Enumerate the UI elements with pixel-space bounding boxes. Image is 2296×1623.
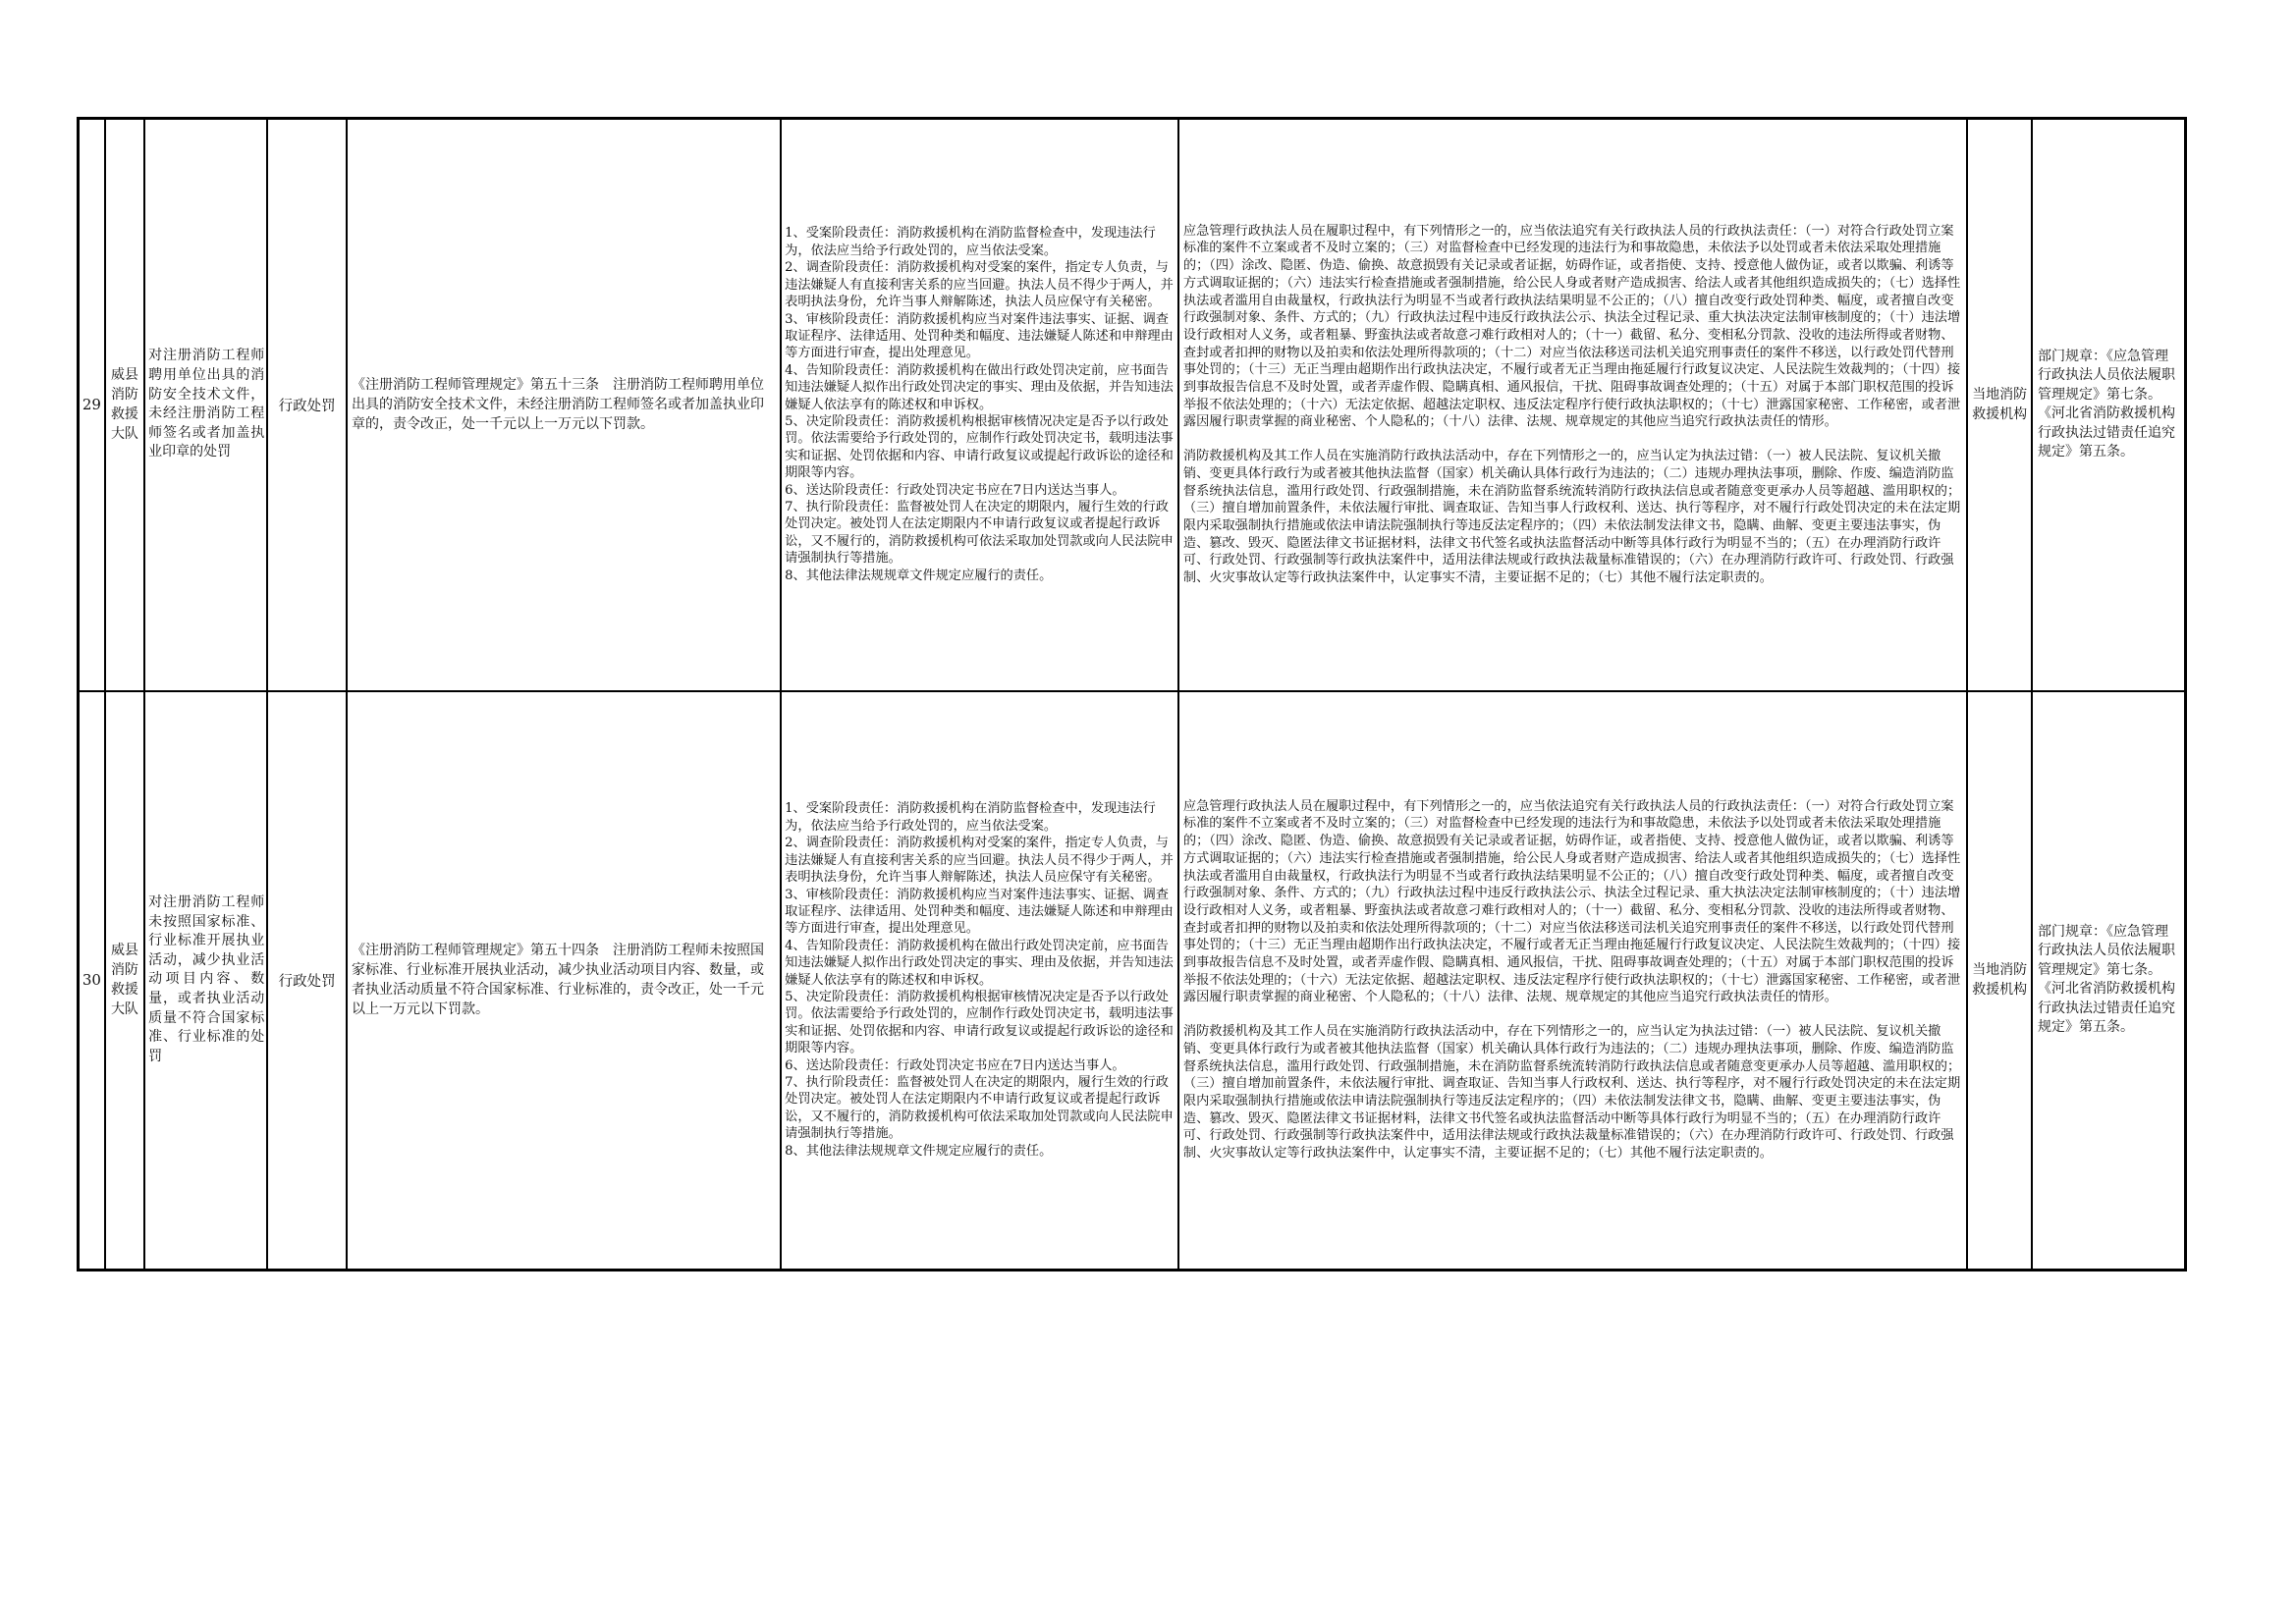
legal-basis-cell (347, 691, 781, 1271)
power-responsibility-table (77, 117, 2187, 1271)
responsibility-item: 1、受案阶段责任：消防救援机构在消防监督检查中，发现违法行为，依法应当给予行政处罚的，应当依法受案。 (785, 226, 1156, 258)
table-row (79, 119, 2186, 691)
power-type: 行政处罚 (267, 119, 347, 691)
legal-basis-cell (347, 119, 781, 691)
responsibility-item: 6、送达阶段责任：行政处罚决定书应在7日内送达当事人。 (785, 1057, 1125, 1073)
law-reference-item: 部门规章：《应急管理行政执法人员依法履职管理规定》第七条。 (2038, 348, 2175, 403)
responsibility-item: 6、送达阶段责任：行政处罚决定书应在7日内送达当事人。 (785, 482, 1125, 498)
responsibilities-cell (781, 691, 1178, 1271)
item-name-cell (144, 691, 267, 1271)
responsibility-item: 1、受案阶段责任：消防救援机构在消防监督检查中，发现违法行为，依法应当给予行政处罚的，应当依法受案。 (785, 801, 1156, 834)
table-row (79, 691, 2186, 1271)
responsibility-item: 5、决定阶段责任：消防救援机构根据审核情况决定是否予以行政处罚。依法需要给予行政处罚的，应制作行政处罚决定书，载明违法事实和证据、处罚依据和内容、申请行政复议或提起行政诉讼的途径和期限等内容。 (785, 989, 1174, 1056)
responsibility-item: 7、执行阶段责任：监督被处罚人在决定的期限内，履行生效的行政处罚决定。被处罚人在法定期限内不申请行政复议或者提起行政诉讼，又不履行的，消防救援机构可依法采取加处罚款或向人民法院申请强制执行等措施。 (785, 499, 1174, 567)
paragraph-gap (1183, 431, 1962, 448)
responsibility-item: 8、其他法律法规规章文件规定应履行的责任。 (785, 1143, 1053, 1159)
power-type: 行政处罚 (267, 691, 347, 1271)
item-name: 对注册消防工程师聘用单位出具的消防安全技术文件，未经注册消防工程师签名或者加盖执业印章的处罚 (148, 348, 265, 460)
accountability-body: 当地消防救援机构 (1967, 691, 2032, 1271)
accountability-paragraph: 消防救援机构及其工作人员在实施消防行政执法活动中，存在下列情形之一的，应当认定为执法过错：（一）被人民法院、复议机关撤销、变更具体行政行为或者被其他执法监督（国家）机关确认具体行政行为违法的；（二）违规办理执法事项，删除、作废、编造消防监督系统执法信息，滥用行政处罚、行政强制措施，未在消防监督系统流转消防行政执法信息或者随意变更承办人员等超越、滥用职权的；（三）擅自增加前置条件，未依法履行审批、调查取证、告知当事人行政权利、送达、执行等程序，对不履行行政处罚决定的未在法定期限内采取强制执行措施或依法申请法院强制执行等违反法定程序的；（四）未依法制发法律文书，隐瞒、曲解、变更主要违法事实，伪造、篡改、毁灭、隐匿法律文书证据材料，法律文书代签名或执法监督活动中断等具体行政行为明显不当的；（五）在办理消防行政许可、行政处罚、行政强制等行政执法案件中，适用法律法规或行政执法裁量标准错误的；（六）在办理消防行政许可、行政处罚、行政强制、火灾事故认定等行政执法案件中，认定事实不清，主要证据不足的；（七）其他不履行法定职责的。 (1182, 1024, 1961, 1162)
accountability-body: 当地消防救援机构 (1967, 119, 2032, 691)
responsibility-list (782, 800, 1177, 1160)
accountability-paragraph: 消防救援机构及其工作人员在实施消防行政执法活动中，存在下列情形之一的，应当认定为执法过错：（一）被人民法院、复议机关撤销、变更具体行政行为或者被其他执法监督（国家）机关确认具体行政行为违法的；（二）违规办理执法事项，删除、作废、编造消防监督系统执法信息，滥用行政处罚、行政强制措施，未在消防监督系统流转消防行政执法信息或者随意变更承办人员等超越、滥用职权的；（三）擅自增加前置条件，未依法履行审批、调查取证、告知当事人行政权利、送达、执行等程序，对不履行行政处罚决定的未在法定期限内采取强制执行措施或依法申请法院强制执行等违反法定程序的；（四）未依法制发法律文书，隐瞒、曲解、变更主要违法事实，伪造、篡改、毁灭、隐匿法律文书证据材料，法律文书代签名或执法监督活动中断等具体行政行为明显不当的；（五）在办理消防行政许可、行政处罚、行政强制等行政执法案件中，适用法律法规或行政执法裁量标准错误的；（六）在办理消防行政许可、行政处罚、行政强制、火灾事故认定等行政执法案件中，认定事实不清，主要证据不足的；（七）其他不履行法定职责的。 (1182, 449, 1961, 586)
implementing-agency: 威县消防救援大队 (105, 691, 144, 1271)
law-reference (2033, 923, 2184, 1038)
law-reference-item: 部门规章：《应急管理行政执法人员依法履职管理规定》第七条。 (2038, 923, 2175, 978)
responsibilities-cell (781, 119, 1178, 691)
paragraph-gap (1183, 1006, 1962, 1023)
law-reference-item: 《河北省消防救援机构行政执法过错责任追究规定》第五条。 (2038, 406, 2175, 460)
item-name: 对注册消防工程师未按照国家标准、行业标准开展执业活动，减少执业活动项目内容、数量，或者执业活动质量不符合国家标准、行业标准的处罚 (148, 894, 265, 1064)
row-number: 29 (79, 119, 105, 691)
accountability-cell (1178, 691, 1967, 1271)
responsibility-list (782, 225, 1177, 584)
accountability-cell (1178, 119, 1967, 691)
responsibility-item: 4、告知阶段责任：消防救援机构在做出行政处罚决定前，应书面告知违法嫌疑人拟作出行政处罚决定的事实、理由及依据，并告知违法嫌疑人依法享有的陈述权和申诉权。 (785, 362, 1174, 412)
law-reference-cell (2032, 119, 2186, 691)
responsibility-item: 5、决定阶段责任：消防救援机构根据审核情况决定是否予以行政处罚。依法需要给予行政处罚的，应制作行政处罚决定书，载明违法事实和证据、处罚依据和内容、申请行政复议或提起行政诉讼的途径和期限等内容。 (785, 413, 1174, 481)
row-number: 30 (79, 691, 105, 1271)
item-name-cell (144, 119, 267, 691)
accountability-text (1179, 798, 1966, 1163)
legal-basis: 《注册消防工程师管理规定》第五十四条 注册消防工程师未按照国家标准、行业标准开展执业活动，减少执业活动项目内容、数量，或者执业活动质量不符合国家标准、行业标准的，责令改正，处一千元以上一万元以下罚款。 (352, 943, 765, 1018)
implementing-agency: 威县消防救援大队 (105, 119, 144, 691)
law-reference-cell (2032, 691, 2186, 1271)
responsibility-item: 2、调查阶段责任：消防救援机构对受案的案件，指定专人负责，与违法嫌疑人有直接利害关系的应当回避。执法人员不得少于两人，并表明执法身份，允许当事人辩解陈述，执法人员应保守有关秘密。 (785, 260, 1174, 310)
responsibility-item: 4、告知阶段责任：消防救援机构在做出行政处罚决定前，应书面告知违法嫌疑人拟作出行政处罚决定的事实、理由及依据，并告知违法嫌疑人依法享有的陈述权和申诉权。 (785, 938, 1174, 988)
responsibility-item: 3、审核阶段责任：消防救援机构应当对案件违法事实、证据、调查取证程序、法律适用、处罚种类和幅度、违法嫌疑人陈述和申辩理由等方面进行审查，提出处理意见。 (785, 311, 1174, 361)
accountability-paragraph: 应急管理行政执法人员在履职过程中，有下列情形之一的，应当依法追究有关行政执法人员的行政执法责任：（一）对符合行政处罚立案标准的案件不立案或者不及时立案的；（三）对监督检查中已经发现的违法行为和事故隐患，未依法予以处罚或者未依法采取处理措施的；（四）涂改、隐匿、伪造、偷换、故意损毁有关记录或者证据，妨碍作证，或者指使、支持、授意他人做伪证，或者以欺骗、利诱等方式调取证据的；（六）违法实行检查措施或者强制措施，给公民人身或者财产造成损害、给法人或者其他组织造成损失的；（七）选择性执法或者滥用自由裁量权，行政执法行为明显不当或者行政执法结果明显不公正的；（八）擅自改变行政处罚种类、幅度，或者擅自改变行政强制对象、条件、方式的；（九）行政执法过程中违反行政执法公示、执法全过程记录、重大执法决定法制审核制度的；（十）违法增设行政相对人义务，或者粗暴、野蛮执法或者故意刁难行政相对人的；（十一）截留、私分、变相私分罚款、没收的违法所得或者财物、查封或者扣押的财物以及拍卖和依法处理所得款项的；（十二）对应当依法移送司法机关追究刑事责任的案件不移送，以行政处罚代替刑事处罚的；（十三）无正当理由超期作出行政执法决定，不履行或者无正当理由拖延履行行政复议决定、人民法院生效裁判的；（十四）接到事故报告信息不及时处置，或者弄虚作假、隐瞒真相、通风报信，干扰、阻碍事故调查处理的；（十五）对属于本部门职权范围的投诉举报不依法处理的；（十六）无法定依据、超越法定职权、违反法定程序行使行政执法职权的；（十七）泄露国家秘密、工作秘密，或者泄露因履行职责掌握的商业秘密、个人隐私的；（十八）法律、法规、规章规定的其他应当追究行政执法责任的情形。 (1182, 798, 1961, 1005)
responsibility-item: 3、审核阶段责任：消防救援机构应当对案件违法事实、证据、调查取证程序、法律适用、处罚种类和幅度、违法嫌疑人陈述和申辩理由等方面进行审查，提出处理意见。 (785, 887, 1174, 937)
responsibility-item: 8、其他法律法规规章文件规定应履行的责任。 (785, 568, 1053, 583)
accountability-text (1179, 223, 1966, 587)
accountability-paragraph: 应急管理行政执法人员在履职过程中，有下列情形之一的，应当依法追究有关行政执法人员的行政执法责任：（一）对符合行政处罚立案标准的案件不立案或者不及时立案的；（三）对监督检查中已经发现的违法行为和事故隐患，未依法予以处罚或者未依法采取处理措施的；（四）涂改、隐匿、伪造、偷换、故意损毁有关记录或者证据，妨碍作证，或者指使、支持、授意他人做伪证，或者以欺骗、利诱等方式调取证据的；（六）违法实行检查措施或者强制措施，给公民人身或者财产造成损害、给法人或者其他组织造成损失的；（七）选择性执法或者滥用自由裁量权，行政执法行为明显不当或者行政执法结果明显不公正的；（八）擅自改变行政处罚种类、幅度，或者擅自改变行政强制对象、条件、方式的；（九）行政执法过程中违反行政执法公示、执法全过程记录、重大执法决定法制审核制度的；（十）违法增设行政相对人义务，或者粗暴、野蛮执法或者故意刁难行政相对人的；（十一）截留、私分、变相私分罚款、没收的违法所得或者财物、查封或者扣押的财物以及拍卖和依法处理所得款项的；（十二）对应当依法移送司法机关追究刑事责任的案件不移送，以行政处罚代替刑事处罚的；（十三）无正当理由超期作出行政执法决定，不履行或者无正当理由拖延履行行政复议决定、人民法院生效裁判的；（十四）接到事故报告信息不及时处置，或者弄虚作假、隐瞒真相、通风报信，干扰、阻碍事故调查处理的；（十五）对属于本部门职权范围的投诉举报不依法处理的；（十六）无法定依据、超越法定职权、违反法定程序行使行政执法职权的；（十七）泄露国家秘密、工作秘密，或者泄露因履行职责掌握的商业秘密、个人隐私的；（十八）法律、法规、规章规定的其他应当追究行政执法责任的情形。 (1182, 223, 1961, 430)
law-reference-item: 《河北省消防救援机构行政执法过错责任追究规定》第五条。 (2038, 981, 2175, 1036)
legal-basis: 《注册消防工程师管理规定》第五十三条 注册消防工程师聘用单位出具的消防安全技术文件，未经注册消防工程师签名或者加盖执业印章的，责令改正，处一千元以上一万元以下罚款。 (352, 377, 765, 433)
responsibility-item: 2、调查阶段责任：消防救援机构对受案的案件，指定专人负责，与违法嫌疑人有直接利害关系的应当回避。执法人员不得少于两人，并表明执法身份，允许当事人辩解陈述，执法人员应保守有关秘密。 (785, 836, 1174, 886)
law-reference (2033, 348, 2184, 462)
responsibility-item: 7、执行阶段责任：监督被处罚人在决定的期限内，履行生效的行政处罚决定。被处罚人在法定期限内不申请行政复议或者提起行政诉讼，又不履行的，消防救援机构可依法采取加处罚款或向人民法院申请强制执行等措施。 (785, 1074, 1174, 1142)
